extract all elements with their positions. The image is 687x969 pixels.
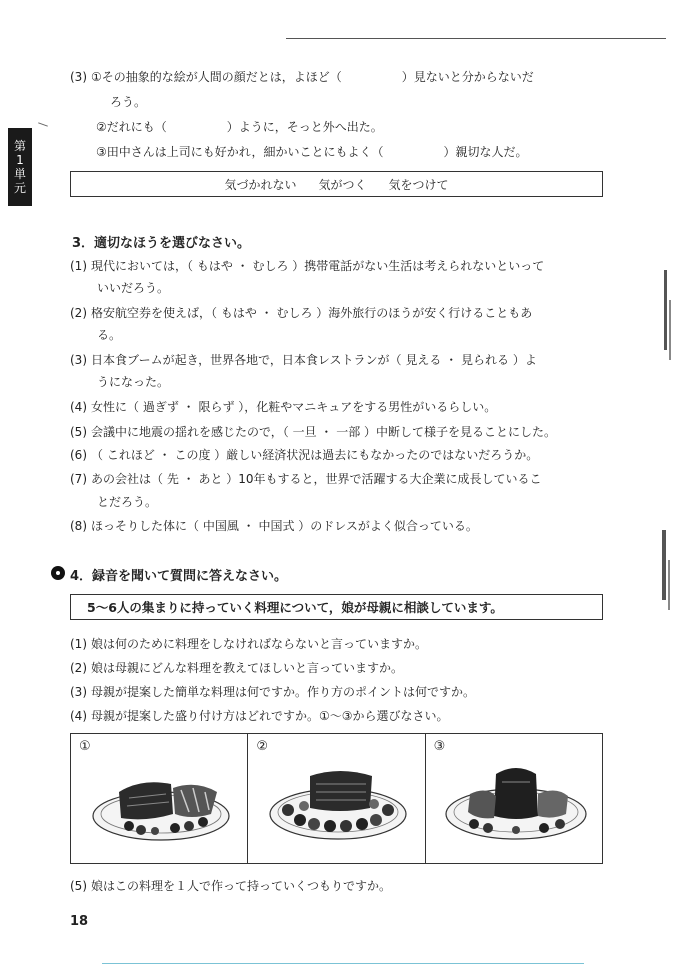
scan-artifact <box>662 530 666 600</box>
item-number: (5) <box>70 879 87 893</box>
platter-illustration-icon <box>426 734 603 865</box>
item-number: (4) <box>70 400 87 414</box>
option-label: ③ <box>433 739 446 754</box>
item-text: 娘は母親にどんな料理を教えてほしいと言っていますか。 <box>91 661 404 675</box>
item-text: 会議中に地震の揺れを感じたので，（ 一旦 ・ 一部 ）中断して様子を見ることにした。 <box>91 425 557 439</box>
s4-question-5 <box>70 878 391 894</box>
p2-subitem-3: ③田中さんは上司にも好かれ，細かいことにもよく（ ）親切な人だ。 <box>96 145 528 159</box>
p2-subitem-2: ②だれにも（ ）ように，そっと外へ出た。 <box>96 120 383 134</box>
plating-option-1 <box>71 734 248 863</box>
s3-item-2-line2: る。 <box>97 328 122 342</box>
cd-audio-icon <box>51 566 65 580</box>
item-number: (1) <box>70 637 87 651</box>
item-text: 母親が提案した簡単な料理は何ですか。作り方のポイントは何ですか。 <box>91 685 476 699</box>
s3-item-7-line2: とだろう。 <box>97 495 158 509</box>
item-number: (2) <box>70 306 87 320</box>
item-text: 母親が提案した盛り付け方はどれですか。①～③から選びなさい。 <box>91 709 449 723</box>
item-text: 娘はこの料理を１人で作って持っていくつもりですか。 <box>91 879 392 893</box>
item-number: (6) <box>70 448 87 462</box>
page-number: 18 <box>70 914 89 929</box>
platter-illustration-icon <box>248 734 425 865</box>
item-number: (1) <box>70 259 87 273</box>
s3-item-2-line1 <box>70 305 532 321</box>
side-tab-char: 1 <box>16 153 24 167</box>
option-label: ② <box>256 739 268 754</box>
s3-item-3-line1 <box>70 352 537 368</box>
margin-mark <box>38 122 48 126</box>
scan-artifact <box>669 300 671 360</box>
word-choice: 気づかれない <box>224 177 297 192</box>
word-choice: 気がつく <box>318 177 367 192</box>
s3-item-1-line2: いいだろう。 <box>97 281 170 295</box>
plating-option-2 <box>248 734 425 863</box>
platter-illustration-icon <box>71 734 248 865</box>
item-number: (8) <box>70 519 87 533</box>
item-text: あの会社は（ 先 ・ あと ）10年もすると，世界で活躍する大企業に成長しているこ <box>91 472 542 486</box>
plating-option-3 <box>426 734 602 863</box>
item-number: (3) <box>70 353 87 367</box>
item-number: (4) <box>70 709 87 723</box>
s4-question-2 <box>70 660 403 676</box>
s4-question-3 <box>70 684 475 700</box>
side-tab-char: 第 <box>13 139 26 153</box>
s4-question-4 <box>70 708 449 724</box>
item-text: 格安航空券を使えば，（ もはや ・ むしろ ）海外旅行のほうが安く行けることもあ <box>91 306 533 320</box>
item-number: (5) <box>70 425 87 439</box>
s3-item-7-line1 <box>70 471 542 487</box>
item-number: (7) <box>70 472 87 486</box>
item-number: (2) <box>70 661 87 675</box>
p2-item-3-line2: ろう。 <box>110 95 147 109</box>
item-number: (3) <box>70 685 87 699</box>
word-choice: 気をつけて <box>388 177 449 192</box>
scan-artifact <box>664 270 667 350</box>
side-tab-char: 元 <box>13 181 26 195</box>
item-text: 日本食ブームが起き，世界各地で，日本食レストランが（ 見える ・ 見られる ）よ <box>91 353 537 367</box>
s3-item-8 <box>70 518 478 534</box>
item-number: (3) <box>70 70 87 84</box>
plating-options-table <box>70 733 603 864</box>
scan-artifact <box>668 560 670 610</box>
item-text: 現代においては，（ もはや ・ むしろ ）携帯電話がない生活は考えられないといって <box>91 259 545 273</box>
listening-context-box <box>70 594 603 620</box>
listening-context: 5～6人の集まりに持っていく料理について，娘が母親に相談しています。 <box>87 600 503 615</box>
item-text: 娘は何のために料理をしなければならないと言っていますか。 <box>91 637 428 651</box>
side-tab-char: 単 <box>13 167 26 181</box>
top-rule <box>286 38 666 39</box>
section4-title: 4．録音を聞いて質問に答えなさい。 <box>70 569 288 584</box>
s3-item-5 <box>70 424 556 440</box>
s3-item-1-line1 <box>70 258 544 274</box>
s3-item-4 <box>70 399 496 415</box>
word-choice-box <box>70 171 603 197</box>
unit-side-tab <box>8 128 32 206</box>
s4-question-1 <box>70 636 427 652</box>
item-text: （ これほど ・ この度 ）厳しい経済状況は過去にもなかったのではないだろうか。 <box>91 448 539 462</box>
option-label: ① <box>79 739 91 754</box>
s3-item-3-line2: うになった。 <box>97 375 170 389</box>
s3-item-6 <box>70 447 538 463</box>
item-text: ほっそりした体に（ 中国風 ・ 中国式 ）のドレスがよく似合っている。 <box>91 519 478 533</box>
item-text: 女性に（ 過ぎず ・ 限らず ），化粧やマニキュアをする男性がいるらしい。 <box>91 400 497 414</box>
bottom-rule <box>102 963 584 964</box>
p2-item-3-line1 <box>70 69 534 85</box>
item-text: ①その抽象的な絵が人間の顔だとは，よほど（ ）見ないと分からないだ <box>91 70 534 84</box>
section3-title: 3．適切なほうを選びなさい。 <box>72 236 251 251</box>
